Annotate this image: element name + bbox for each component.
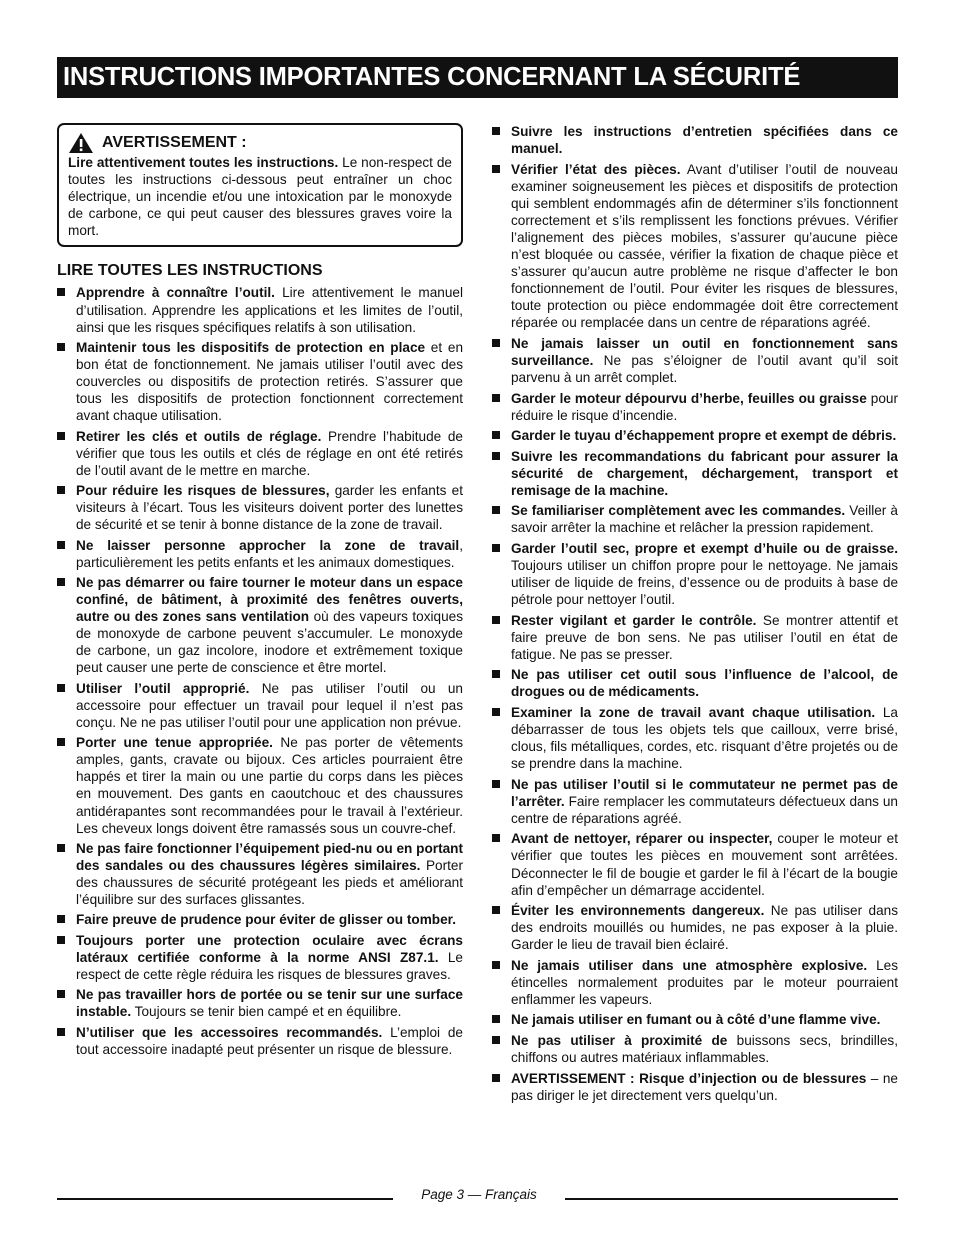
- instruction-text: Faire remplacer les commutateurs défectueux dans un centre de réparations agréé.: [511, 793, 898, 826]
- square-bullet-icon: [492, 616, 500, 624]
- instruction-text: Toujours utiliser un chiffon propre pour le nettoyage. Ne jamais utiliser de liquide de freins, d’essence ou de produits à base de pétrole pour nettoyer l’outil.: [511, 557, 898, 608]
- square-bullet-icon: [57, 844, 65, 852]
- square-bullet-icon: [492, 165, 500, 173]
- square-bullet-icon: [57, 915, 65, 923]
- square-bullet-icon: [57, 990, 65, 998]
- instruction-text: Prendre l’habitude de vérifier que tous les outils et clés de réglage en ont été retirés de l’outil avant de le mettre en marche.: [76, 428, 463, 478]
- square-bullet-icon: [57, 432, 65, 440]
- instruction-text: où des vapeurs toxiques de monoxyde de carbone peuvent s’accumuler. Le monoxyde de carbone, un gaz incolore, inodore et extrêmement toxique peut causer une perte de conscience et être mortel.: [76, 609, 464, 676]
- instruction-lead: Vérifier l’état des pièces.: [511, 161, 681, 177]
- square-bullet-icon: [492, 452, 500, 460]
- instruction-lead: Porter une tenue appropriée.: [76, 735, 273, 751]
- instruction-text: L’emploi de tout accessoire inadapté peut présenter un risque de blessure.: [76, 1024, 463, 1057]
- instruction-item: [492, 612, 898, 663]
- instruction-text: – ne pas diriger le jet directement vers quelqu’un.: [511, 1070, 898, 1103]
- instruction-item: [57, 428, 463, 479]
- instruction-item: [492, 666, 898, 700]
- instruction-text: Ne pas s’éloigner de l’outil avant qu’il soit parvenu à un arrêt complet.: [511, 353, 898, 386]
- instruction-text: pour réduire le risque d’incendie.: [511, 390, 898, 423]
- instruction-item: [492, 540, 898, 608]
- square-bullet-icon: [57, 684, 65, 692]
- instruction-item: [57, 734, 463, 837]
- instruction-item: [57, 339, 463, 424]
- instruction-item: [492, 335, 898, 386]
- square-bullet-icon: [57, 1028, 65, 1036]
- instruction-item: [492, 123, 898, 157]
- instruction-lead: Suivre les recommandations du fabricant pour assurer la sécurité de chargement, déchargement, transport et remisage de la machine.: [511, 448, 898, 498]
- square-bullet-icon: [57, 288, 65, 296]
- warning-box: [57, 123, 463, 247]
- instruction-lead: Ne jamais laisser un outil en fonctionnement sans surveillance.: [511, 335, 898, 368]
- square-bullet-icon: [492, 780, 500, 788]
- instruction-item: [492, 830, 898, 898]
- warning-lead: Lire attentivement toutes les instructions.: [68, 155, 339, 170]
- instruction-item: [57, 482, 463, 533]
- instruction-lead: Suivre les instructions d’entretien spécifiées dans ce manuel.: [511, 124, 898, 157]
- square-bullet-icon: [492, 961, 500, 969]
- instruction-item: [492, 448, 898, 499]
- right-column: [492, 123, 898, 1107]
- square-bullet-icon: [57, 343, 65, 351]
- instruction-lead: Ne pas démarrer ou faire tourner le moteur dans un espace confiné, de bâtiment, à proximité des fenêtres ouverts, autre ou des zones sans ventilation: [76, 574, 463, 625]
- instruction-lead: Ne pas faire fonctionner l’équipement pied-nu ou en portant des sandales ou des chaussures légères similaires.: [76, 840, 463, 873]
- instruction-text: Porter des chaussures de sécurité protégeant les pieds et améliorant l’équilibre sur des surfaces glissantes.: [76, 857, 463, 908]
- instruction-lead: Retirer les clés et outils de réglage.: [76, 428, 322, 444]
- instruction-lead: Ne jamais utiliser en fumant ou à côté d’une flamme vive.: [511, 1012, 881, 1028]
- instruction-text: Lire attentivement le manuel d’utilisation. Apprendre les applications et les limites de l’outil, ainsi que les risques spécifiques relatifs à son utilisation.: [76, 285, 463, 335]
- instruction-text: , particulièrement les petits enfants et les animaux domestiques.: [76, 537, 463, 570]
- instruction-lead: Toujours porter une protection oculaire avec écrans latéraux certifiée conforme à la norme ANSI Z87.1.: [76, 932, 463, 965]
- instruction-item: [492, 1032, 898, 1066]
- instruction-lead: Garder l’outil sec, propre et exempt d’huile ou de graisse.: [511, 540, 898, 556]
- instruction-lead: Garder le moteur dépourvu d’herbe, feuilles ou graisse: [511, 390, 867, 406]
- instruction-lead: Ne pas utiliser l’outil si le commutateur ne permet pas de l’arrêter.: [511, 776, 898, 809]
- instruction-item: [57, 911, 463, 928]
- instruction-text: Les étincelles normalement produites par le moteur pourraient enflammer les vapeurs.: [511, 957, 898, 1007]
- instruction-item: [57, 574, 463, 677]
- square-bullet-icon: [492, 127, 500, 135]
- section-heading: LIRE TOUTES LES INSTRUCTIONS: [57, 262, 323, 280]
- instruction-item: [492, 390, 898, 424]
- instruction-item: [57, 932, 463, 983]
- square-bullet-icon: [492, 906, 500, 914]
- square-bullet-icon: [57, 486, 65, 494]
- instruction-text: Ne pas utiliser l’outil ou un accessoire pour effectuer un travail pour lequel il n’est pas conçu. Ne ne pas utiliser l’outil pour une application non prévue.: [76, 680, 463, 730]
- page-title: INSTRUCTIONS IMPORTANTES CONCERNANT LA SÉCURITÉ: [57, 57, 898, 98]
- instruction-lead: Se familiariser complètement avec les commandes.: [511, 503, 846, 519]
- square-bullet-icon: [492, 1015, 500, 1023]
- instruction-text: Se montrer attentif et faire preuve de bon sens. Ne pas utiliser l’outil en état de fatigue. Ne pas se presser.: [511, 612, 898, 662]
- instruction-item: [492, 704, 898, 772]
- instruction-item: [57, 537, 463, 571]
- square-bullet-icon: [57, 738, 65, 746]
- warning-heading: AVERTISSEMENT :: [102, 134, 247, 151]
- square-bullet-icon: [57, 936, 65, 944]
- instruction-lead: Apprendre à connaître l’outil.: [76, 285, 275, 301]
- square-bullet-icon: [492, 544, 500, 552]
- instruction-lead: Ne pas utiliser à proximité de: [511, 1032, 728, 1048]
- instruction-item: [492, 161, 898, 332]
- instruction-item: [492, 427, 898, 444]
- instruction-text: Ne pas utiliser dans des endroits mouillés ou humides, ne pas exposer à la pluie. Garder le lieu de travail bien éclairé.: [511, 903, 898, 953]
- instruction-lead: Garder le tuyau d’échappement propre et exempt de débris.: [511, 428, 897, 444]
- instruction-item: [57, 1024, 463, 1058]
- instruction-lead: Ne pas travailler hors de portée ou se tenir sur une surface instable.: [76, 987, 463, 1020]
- instruction-text: couper le moteur et vérifier que toutes les pièces en mouvement sont arrêtées. Déconnecter le fil de bougie et garder le fil à l’écart de la bougie afin d’empêcher un démarrage accidentel.: [511, 831, 898, 898]
- instruction-lead: Utiliser l’outil approprié.: [76, 680, 250, 696]
- left-instruction-list: [57, 284, 463, 1057]
- square-bullet-icon: [492, 1036, 500, 1044]
- warning-text: [68, 154, 452, 239]
- instruction-lead: N’utiliser que les accessoires recommandés.: [76, 1024, 383, 1040]
- square-bullet-icon: [492, 394, 500, 402]
- instruction-lead: Rester vigilant et garder le contrôle.: [511, 612, 757, 628]
- instruction-lead: Ne jamais utiliser dans une atmosphère explosive.: [511, 957, 868, 973]
- instruction-text: La débarrasser de tous les objets tels que cailloux, verre brisé, clous, fils métalliques, cordes, etc. risquant d’être projetés ou de se prendre dans la machine.: [511, 704, 898, 772]
- instruction-lead: Pour réduire les risques de blessures,: [76, 483, 330, 499]
- instruction-text: et en bon état de fonctionnement. Ne jamais utiliser l’outil avec des couvercles ou dispositifs de protection retirés. S’assurer que tous les dispositifs de protection fonctionnent correctement avant chaque utilisation.: [76, 339, 464, 424]
- square-bullet-icon: [492, 1074, 500, 1082]
- instruction-item: [57, 680, 463, 731]
- square-bullet-icon: [492, 506, 500, 514]
- instruction-item: [492, 1070, 898, 1104]
- warning-triangle-icon: [68, 132, 94, 154]
- instruction-text: Toujours se tenir bien campé et en équilibre.: [131, 1004, 402, 1020]
- instruction-lead: Éviter les environnements dangereux.: [511, 903, 765, 919]
- instruction-lead: Examiner la zone de travail avant chaque utilisation.: [511, 704, 876, 720]
- instruction-item: [492, 902, 898, 953]
- square-bullet-icon: [492, 431, 500, 439]
- square-bullet-icon: [492, 708, 500, 716]
- instruction-item: [492, 776, 898, 827]
- warning-body: Le non-respect de toutes les instructions ci-dessous peut entraîner un choc électrique, un incendie et/ou une intoxication par le monoxyde de carbone, ce qui peut causer des blessures graves voire la mort.: [68, 155, 452, 239]
- instruction-item: [492, 502, 898, 536]
- instruction-text: Veiller à savoir arrêter la machine et relâcher la pression rapidement.: [511, 503, 898, 536]
- instruction-text: Ne pas porter de vêtements amples, gants, cravate ou bijoux. Ces articles pourraient être happés et tirer la main ou une partie du corps dans les pièces en mouvement. Des gants en caoutchouc et des chaussures antidérapantes sont recommandées pour le travail à l’extérieur. Les cheveux longs doivent être ramassés sous un couvre-chef.: [76, 735, 463, 836]
- instruction-item: [57, 840, 463, 908]
- instruction-lead: AVERTISSEMENT : Risque d’injection ou de blessures: [511, 1070, 867, 1086]
- square-bullet-icon: [492, 339, 500, 347]
- instruction-text: garder les enfants et visiteurs à l’écart. Tous les visiteurs doivent porter des lunettes de sécurité et se tenir à bonne distance de la zone de travail.: [76, 483, 463, 533]
- square-bullet-icon: [57, 541, 65, 549]
- instruction-item: [492, 957, 898, 1008]
- instruction-lead: Avant de nettoyer, réparer ou inspecter,: [511, 831, 773, 847]
- instruction-text: buissons secs, brindilles, chiffons ou autres matériaux inflammables.: [511, 1032, 898, 1066]
- instruction-text: Le respect de cette règle réduira les risques de blessures graves.: [76, 949, 463, 982]
- square-bullet-icon: [492, 670, 500, 678]
- instruction-lead: Faire preuve de prudence pour éviter de glisser ou tomber.: [76, 912, 456, 928]
- footer-rule-right: [565, 1198, 898, 1200]
- square-bullet-icon: [492, 834, 500, 842]
- page-footer: Page 3 — Français: [421, 1187, 537, 1202]
- footer-rule-left: [57, 1198, 393, 1200]
- left-column: [57, 123, 463, 1061]
- instruction-item: [57, 284, 463, 335]
- warning-header: [68, 132, 452, 154]
- instruction-lead: Ne laisser personne approcher la zone de travail: [76, 537, 460, 553]
- instruction-lead: Maintenir tous les dispositifs de protection en place: [76, 339, 426, 355]
- right-instruction-list: [492, 123, 898, 1104]
- instruction-lead: Ne pas utiliser cet outil sous l’influence de l’alcool, de drogues ou de médicaments.: [511, 667, 898, 700]
- instruction-text: Avant d’utiliser l’outil de nouveau examiner soigneusement les pièces et dispositifs de protection qui semblent endommagés afin de déterminer s’ils fonctionnent correctement et s’ils remplissent les fonctions prévues. Vérifier l’alignement des pièces mobiles, s’assurer qu’aucune pièce n’est bloquée ou cassée, vérifier la fixation de chaque pièce et s’assurer qu’aucun autre problème ne risque d’affecter le bon fonctionnement de l’outil. Pour éviter les risques de blessures, toute protection ou pièce endommagée doit être correctement réparée ou remplacée dans un centre de réparations agréé.: [511, 161, 898, 331]
- square-bullet-icon: [57, 578, 65, 586]
- instruction-item: [492, 1011, 898, 1028]
- instruction-item: [57, 986, 463, 1020]
